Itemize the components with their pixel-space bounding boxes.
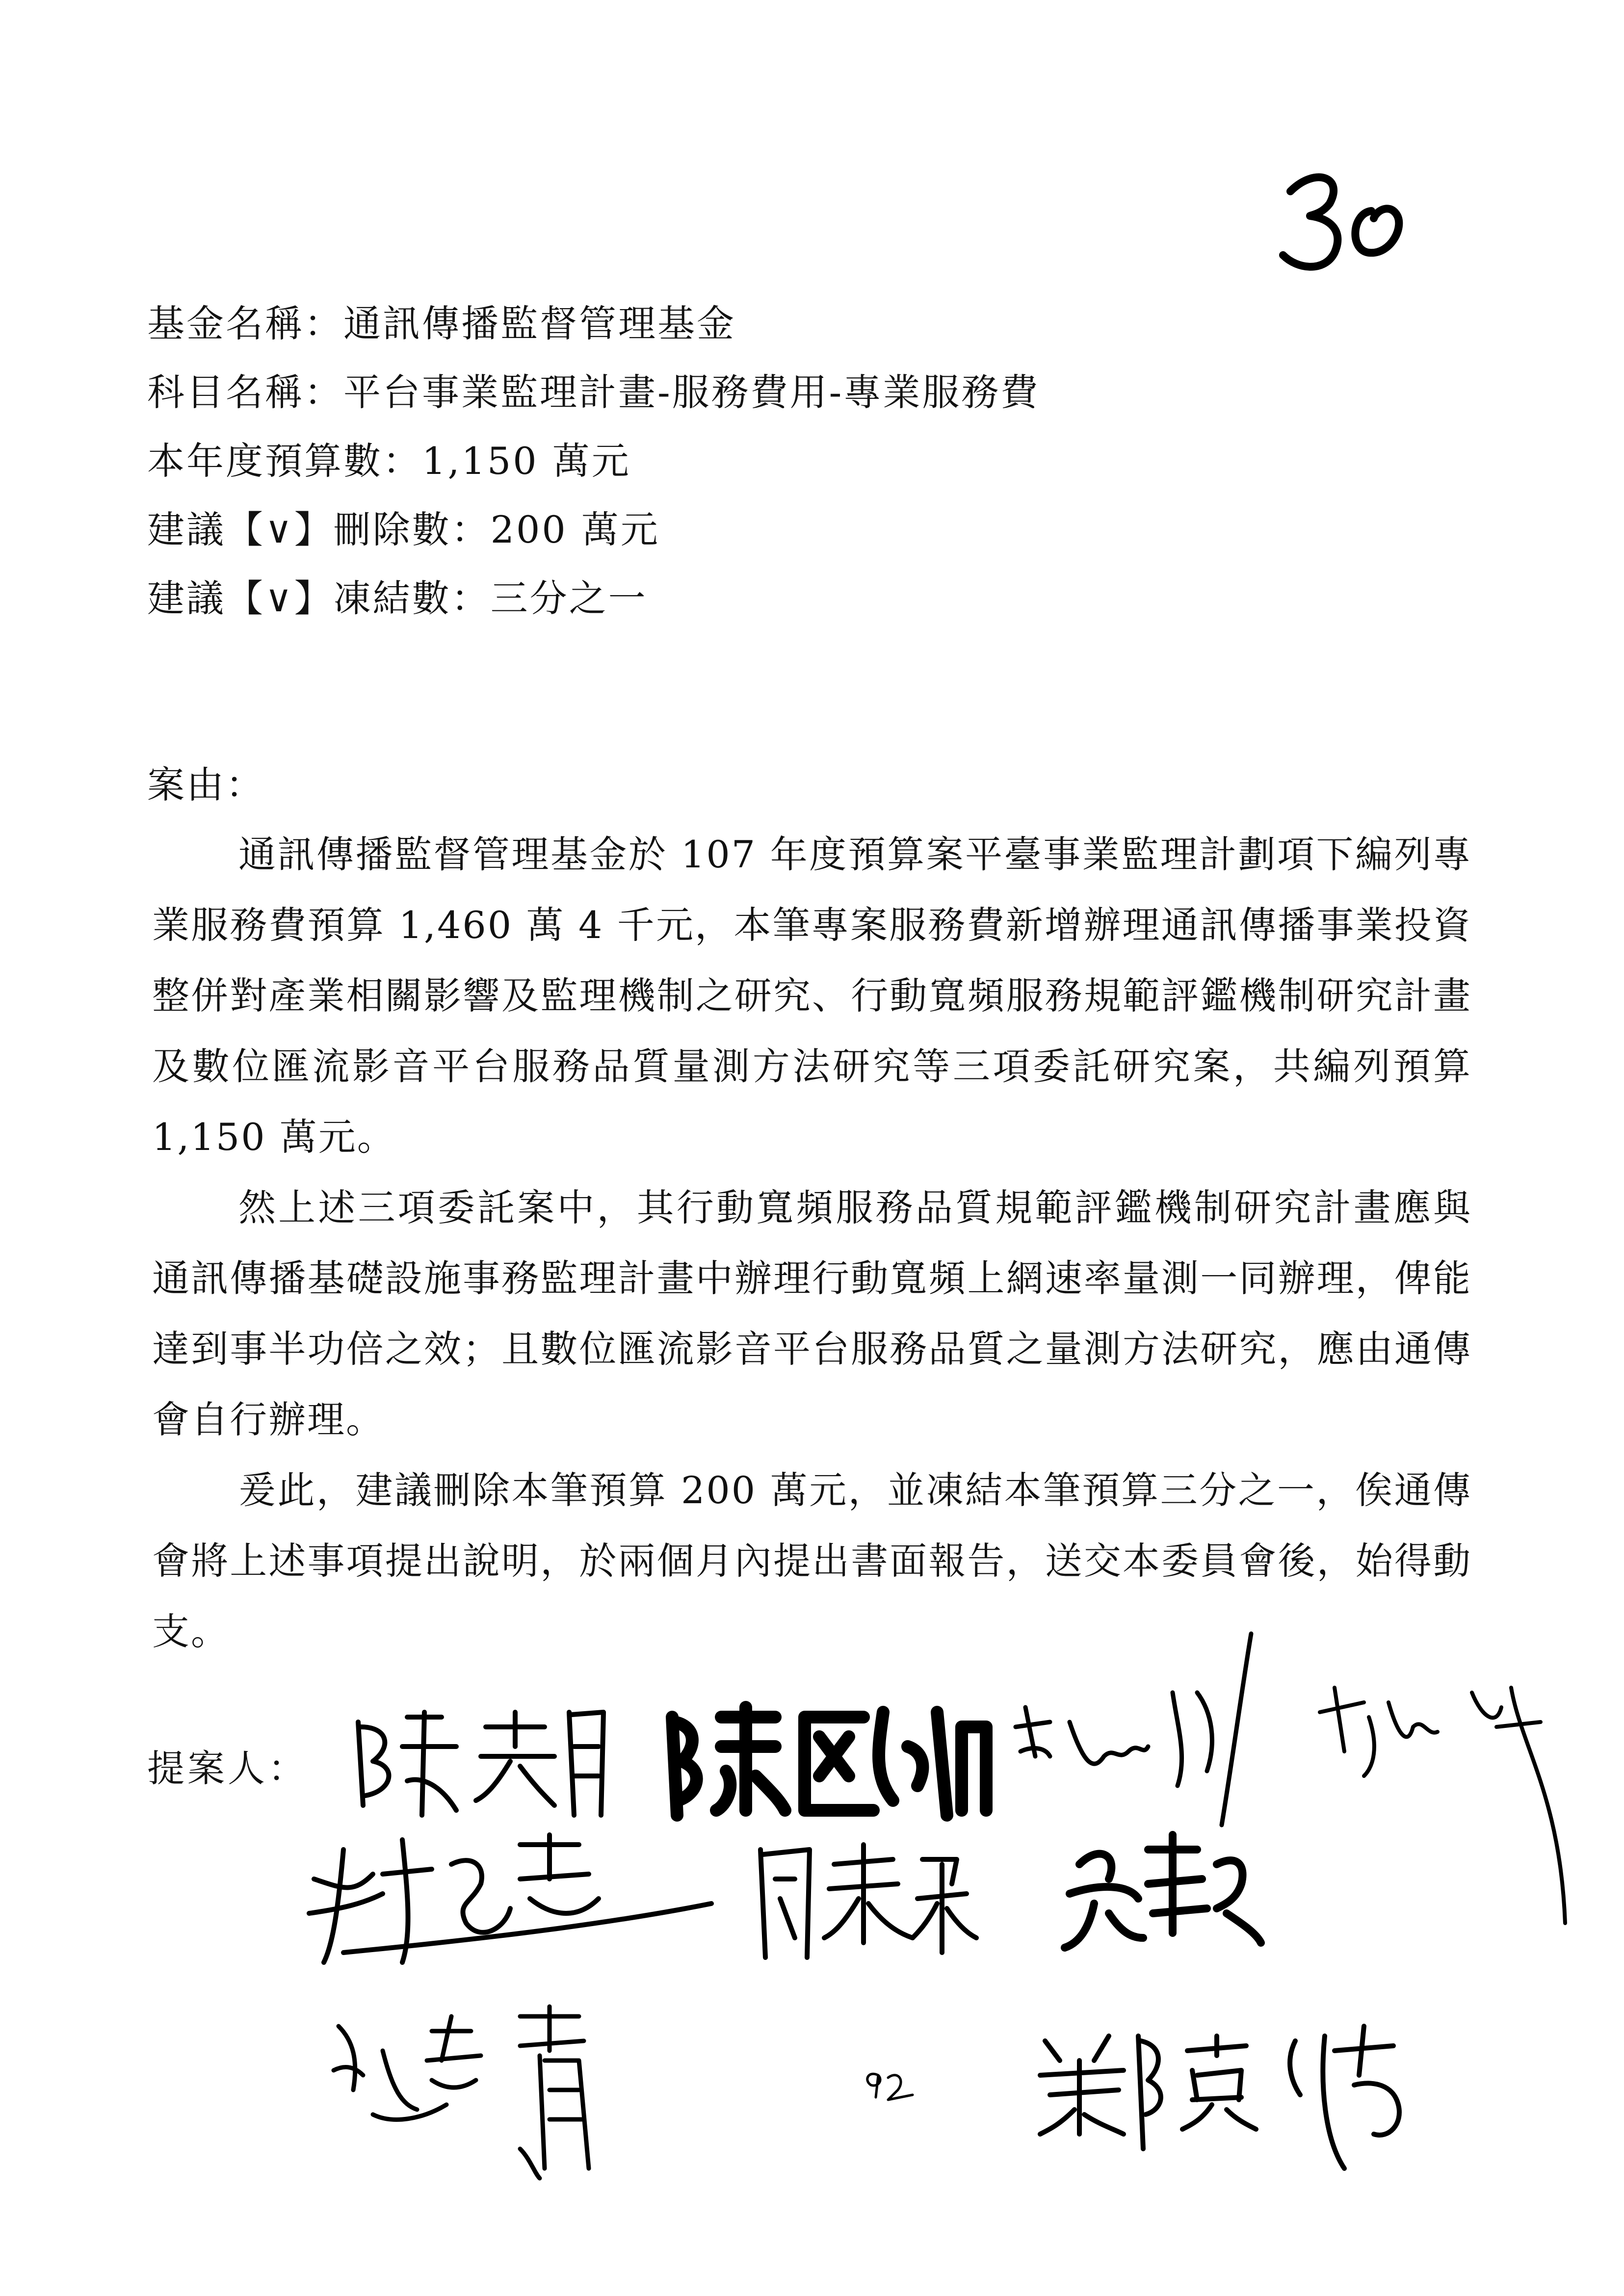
- freeze-line: 建議【∨】凍結數：三分之一: [147, 576, 648, 620]
- case-title: 案由：: [147, 763, 265, 807]
- handwritten-mark: [867, 2074, 913, 2100]
- case-paragraph-3: 爰此，建議刪除本筆預算 200 萬元，並凍結本筆預算三分之一，俟通傳會將上述事項提出說明，於兩個月內提出書面報告，送交本委員會後，始得動支。: [152, 1468, 1472, 1653]
- case-paragraph-2: 然上述三項委託案中，其行動寬頻服務品質規範評鑑機制研究計畫應與通訊傳播基礎設施事務監理計畫中辦理行動寬頻上網速率量測一同辦理，俾能達到事半功倍之效；且數位匯流影音平台服務品質之量測方法研究，應由通傳會自行辦理。: [152, 1186, 1472, 1441]
- fund-name-line: 基金名稱：通訊傳播監督管理基金: [147, 302, 736, 345]
- delete-line: 建議【∨】刪除數：200 萬元: [147, 508, 660, 551]
- signature-9: [1040, 2026, 1399, 2168]
- signature-4: [1320, 1688, 1565, 1923]
- item-name-line: 科目名稱：平台事業監理計畫-服務費用-專業服務費: [147, 370, 1040, 414]
- budget-line: 本年度預算數：1,150 萬元: [147, 439, 631, 483]
- case-paragraph-1: 通訊傳播監督管理基金於 107 年度預算案平臺事業監理計劃項下編列專業服務費預算 1,460 萬 4 千元，本筆專案服務費新增辦理通訊傳播事業投資整併對產業相關影響及監理機制之研究、行動寬頻服務規範評鑑機制研究計畫及數位匯流影音平台服務品質量測方法研究等三項委託研究案，共編列預算 1,150 萬元。: [152, 833, 1472, 1159]
- signature-8: [334, 2007, 589, 2178]
- signature-5: [309, 1835, 711, 1962]
- header-block: [147, 289, 1472, 633]
- case-body: [152, 819, 1472, 1667]
- signature-1: [358, 1712, 603, 1815]
- signature-7: [1065, 1835, 1261, 1948]
- page-number-handwritten: [1271, 157, 1418, 285]
- signature-6: [760, 1845, 976, 1957]
- signature-2: [672, 1707, 986, 1815]
- proposers-label: 提案人：: [147, 1747, 308, 1790]
